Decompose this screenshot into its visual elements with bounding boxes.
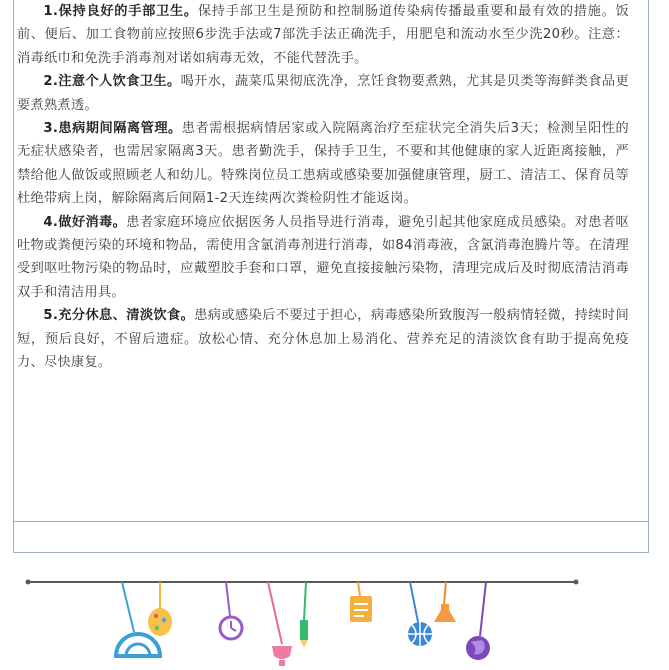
rod-end-left	[26, 580, 31, 585]
clock-icon	[220, 582, 242, 639]
trophy-icon	[268, 582, 292, 666]
paragraph-text: 患病或感染后不要过于担心，病毒感染所致腹泻一般病情轻微，持续时间短，预后良好，不留后遗症。放松心情、充分休息加上易消化、营养充足的清淡饮食有助于提高免疫力、尽快康复。	[17, 308, 629, 371]
hanging-icons-decoration	[0, 560, 669, 670]
paragraph-disinfection	[17, 211, 629, 305]
paragraph-heading: 4.做好消毒。	[43, 214, 127, 230]
paragraph-text: 喝开水，蔬菜瓜果彻底洗净，烹饪食物要煮熟，尤其是贝类等海鲜类食品更要煮熟煮透。	[17, 74, 629, 113]
pencil-icon	[300, 582, 308, 648]
flask-icon	[434, 582, 456, 622]
basketball-icon	[408, 582, 432, 646]
paragraph-heading: 3.患病期间隔离管理。	[43, 121, 182, 137]
paragraph-heading: 1.保持良好的手部卫生。	[43, 4, 198, 19]
paragraph-rest-diet	[17, 304, 629, 374]
paragraph-text: 患者需根据病情居家或入院隔离治疗至症状完全消失后3天；检测呈阳性的无症状感染者，也需居家隔离3天。患者勤洗手，保持手卫生，不要和其他健康的家人近距离接触，严禁给他人做饭或照顾老人和幼儿。特殊岗位员工患病或感染要加强健康管理，厨工、清洁工、保育员等杜绝带病上岗，解除隔离后间隔1-2天连续两次粪检阴性才能返岗。	[17, 121, 629, 207]
paragraph-heading: 5.充分休息、清淡饮食。	[43, 308, 195, 324]
article-body	[17, 0, 629, 375]
paragraph-text: 保持手部卫生是预防和控制肠道传染病传播最重要和最有效的措施。饭前、便后、加工食物前应按照6步洗手法或7部洗手法正确洗手，用肥皂和流动水至少洗20秒。注意：消毒纸巾和免洗手消毒剂对诺如病毒无效，不能代替洗手。	[17, 4, 629, 66]
notepad-icon	[350, 582, 372, 622]
paragraph-text: 患者家庭环境应依据医务人员指导进行消毒，避免引起其他家庭成员感染。对患者呕吐物或粪便污染的环境和物品，需使用含氯消毒剂进行消毒，如84消毒液，含氯消毒泡腾片等。在清理受到呕吐物污染的物品时，应戴塑胶手套和口罩，避免直接接触污染物，清理完成后及时彻底清洁消毒双手和清洁用具。	[17, 214, 629, 300]
paragraph-heading: 2.注意个人饮食卫生。	[43, 74, 181, 90]
card-footer	[13, 522, 649, 553]
paragraph-isolation	[17, 117, 629, 211]
palette-icon	[148, 582, 172, 636]
paragraph-hand-hygiene	[17, 0, 629, 70]
rod-end-right	[574, 580, 579, 585]
globe-icon	[466, 582, 490, 660]
paragraph-diet-hygiene	[17, 70, 629, 117]
